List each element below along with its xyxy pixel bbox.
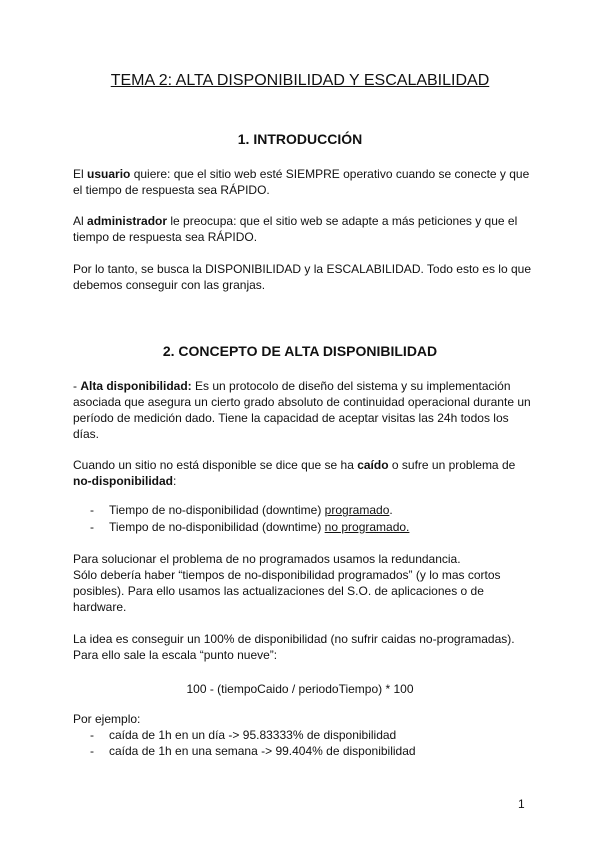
list-item-no-programado: - Tiempo de no-disponibilidad (downtime) no programado.	[90, 520, 410, 534]
list-item-semana: - caída de 1h en una semana -> 99.404% de disponibilidad	[90, 744, 416, 758]
list-item-dia: - caída de 1h en un día -> 95.83333% de disponibilidad	[90, 728, 397, 742]
document-title: TEMA 2: ALTA DISPONIBILIDAD Y ESCALABILIDAD	[110, 72, 490, 89]
formula: 100 - (tiempoCaido / periodoTiempo) * 100	[186, 682, 414, 696]
page-number: 1	[518, 797, 525, 811]
paragraph-punto-nueve: La idea es conseguir un 100% de disponibilidad (no sufrir caidas no-programadas). Para ello sale la escala “punto nueve”:	[73, 632, 515, 662]
list-item-programado: - Tiempo de no-disponibilidad (downtime) programado.	[90, 503, 393, 517]
paragraph-caido: Cuando un sitio no está disponible se dice que se ha caído o sufre un problema de no-disponibilidad:	[73, 458, 516, 488]
paragraph-usuario: El usuario quiere: que el sitio web esté SIEMPRE operativo cuando se conecte y que el tiempo de respuesta sea RÁPIDO.	[73, 167, 530, 197]
paragraph-alta-disponibilidad: - Alta disponibilidad: Es un protocolo de diseño del sistema y su implementación asociada que asegura un cierto grado absoluto de continuidad operacional durante un período de medición dado. Tiene la capacidad de aceptar visitas las 24h todos los días.	[73, 379, 531, 441]
paragraph-redundancia: Para solucionar el problema de no programados usamos la redundancia.	[73, 552, 461, 566]
paragraph-administrador: Al administrador le preocupa: que el sitio web se adapte a más peticiones y que el tiempo de respuesta sea RÁPIDO.	[73, 214, 518, 244]
paragraph-ejemplo: Por ejemplo:	[73, 712, 141, 726]
paragraph-tiempos-programados: Sólo debería haber “tiempos de no-disponibilidad programados” (y lo mas cortos posibles). Para ello usamos las actualizaciones del S.O. de aplicaciones o de hardware.	[73, 568, 501, 614]
paragraph-conclusion: Por lo tanto, se busca la DISPONIBILIDAD y la ESCALABILIDAD. Todo esto es lo que debemos conseguir con las granjas.	[73, 262, 532, 292]
section-2-heading: 2. CONCEPTO DE ALTA DISPONIBILIDAD	[162, 343, 438, 359]
section-1-heading: 1. INTRODUCCIÓN	[237, 131, 363, 147]
